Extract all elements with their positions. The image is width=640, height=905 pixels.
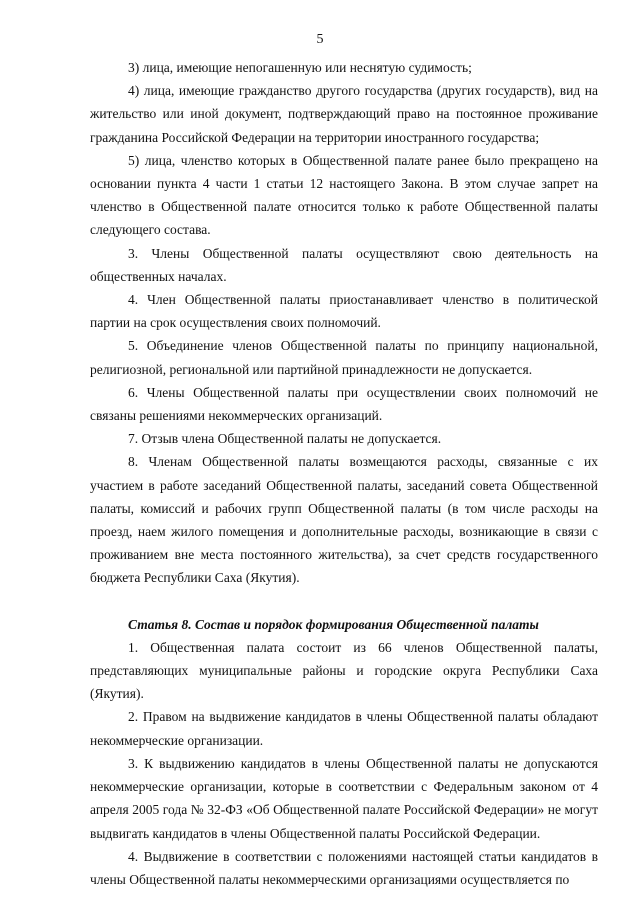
paragraph: 8. Членам Общественной палаты возмещаются расходы, связанные с их участием в работе заседаний Общественной палаты, заседаний совета Общественной палаты, комиссий и рабочих групп Общественной палаты (в том числе расходы на проезд, наем жилого помещения и дополнительные расходы, возникающие в связи с проживанием вне места постоянного жительства), за счет средств государственного бюджета Республики Саха (Якутия).	[90, 454, 598, 586]
paragraph: 5) лица, членство которых в Общественной палате ранее было прекращено на основании пункта 4 части 1 статьи 12 настоящего Закона. В этом случае запрет на членство в Общественной палате относится только к работе Общественной палаты следующего состава.	[90, 152, 598, 238]
paragraph: 4. Выдвижение в соответствии с положениями настоящей статьи кандидатов в члены Общественной палаты некоммерческими организациями осуществляется по	[90, 848, 598, 887]
document-body	[90, 56, 598, 891]
paragraph: 3. К выдвижению кандидатов в члены Общественной палаты не допускаются некоммерческие организации, которые в соответствии с Федеральным законом от 4 апреля 2005 года № 32-ФЗ «Об Общественной палате Российской Федерации» не могут выдвигать кандидатов в члены Общественной палаты Российской Федерации.	[90, 755, 598, 841]
paragraph: 7. Отзыв члена Общественной палаты не допускается.	[128, 431, 442, 447]
paragraph: 1. Общественная палата состоит из 66 членов Общественной палаты, представляющих муниципальные районы и городские округа Республики Саха (Якутия).	[90, 639, 598, 702]
paragraph: 2. Правом на выдвижение кандидатов в члены Общественной палаты обладают некоммерческие организации.	[90, 709, 598, 748]
page-number: 5	[316, 32, 324, 47]
paragraph: 6. Члены Общественной палаты при осуществлении своих полномочий не связаны решениями некоммерческих организаций.	[90, 384, 598, 424]
paragraph: 5. Объединение членов Общественной палаты по принципу национальной, религиозной, региональной или партийной принадлежности не допускается.	[90, 338, 598, 377]
paragraph: 3) лица, имеющие непогашенную или неснятую судимость;	[128, 60, 472, 75]
paragraph: 4) лица, имеющие гражданство другого государства (других государств), вид на жительство или иной документ, подтверждающий право на постоянное проживание гражданина Российской Федерации на территории иностранного государства;	[90, 83, 598, 145]
paragraph: 3. Члены Общественной палаты осуществляют свою деятельность на общественных началах.	[90, 245, 598, 284]
article-heading: Статья 8. Состав и порядок формирования Общественной палаты	[128, 616, 539, 632]
paragraph: 4. Член Общественной палаты приостанавливает членство в политической партии на срок осуществления своих полномочий.	[90, 292, 598, 331]
